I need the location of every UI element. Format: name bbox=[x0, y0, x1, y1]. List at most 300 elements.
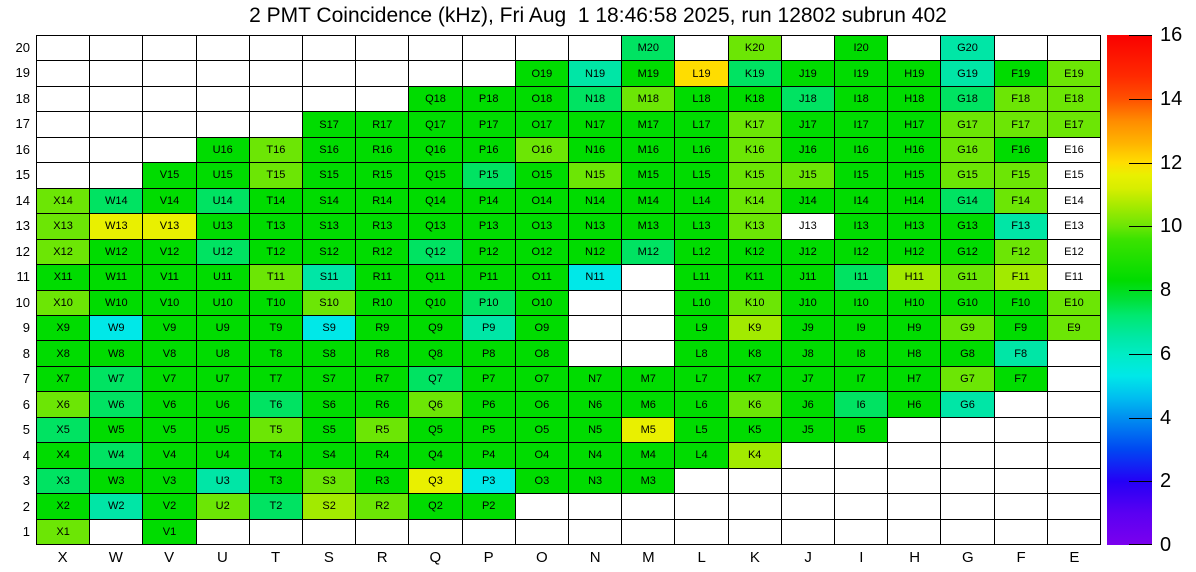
row-axis-label: 9 bbox=[22, 320, 30, 336]
heatmap-cell: N17 bbox=[569, 112, 621, 136]
col-axis-label: F bbox=[1016, 549, 1026, 566]
heatmap-cell bbox=[1048, 418, 1100, 442]
row-axis-label: 18 bbox=[15, 90, 30, 106]
heatmap-cell: F9 bbox=[995, 316, 1047, 340]
row-axis-label: 1 bbox=[22, 524, 30, 540]
heatmap-cell: W8 bbox=[90, 341, 142, 365]
colorbar-tick-label: 14 bbox=[1160, 87, 1183, 110]
heatmap-cell: F12 bbox=[995, 240, 1047, 264]
heatmap-cell bbox=[782, 469, 834, 493]
heatmap-cell bbox=[569, 520, 621, 544]
col-axis-label: J bbox=[804, 549, 812, 566]
heatmap-cell: R10 bbox=[356, 291, 408, 315]
heatmap-cell: I13 bbox=[835, 214, 887, 238]
heatmap-cell: Q3 bbox=[409, 469, 461, 493]
heatmap-cell: R6 bbox=[356, 392, 408, 416]
heatmap-cell bbox=[90, 36, 142, 60]
heatmap-cell: J15 bbox=[782, 163, 834, 187]
heatmap-cell: O6 bbox=[516, 392, 568, 416]
row-axis-label: 19 bbox=[15, 65, 30, 81]
heatmap-cell: E12 bbox=[1048, 240, 1100, 264]
heatmap-cell bbox=[356, 87, 408, 111]
colorbar-tick bbox=[1129, 163, 1152, 164]
heatmap-cell: R3 bbox=[356, 469, 408, 493]
heatmap-cell: P10 bbox=[463, 291, 515, 315]
heatmap-cell: K17 bbox=[729, 112, 781, 136]
heatmap-cell bbox=[143, 112, 195, 136]
heatmap-cell: I20 bbox=[835, 36, 887, 60]
heatmap-cell: M5 bbox=[622, 418, 674, 442]
heatmap-cell bbox=[303, 87, 355, 111]
heatmap-cell bbox=[197, 520, 249, 544]
heatmap-cell: U12 bbox=[197, 240, 249, 264]
heatmap-cell bbox=[1048, 443, 1100, 467]
heatmap-cell: X2 bbox=[37, 494, 89, 518]
heatmap-cell: E17 bbox=[1048, 112, 1100, 136]
heatmap-cell: F17 bbox=[995, 112, 1047, 136]
heatmap-cell: J18 bbox=[782, 87, 834, 111]
heatmap-cell: U14 bbox=[197, 189, 249, 213]
heatmap-cell bbox=[941, 520, 993, 544]
heatmap-cell: H19 bbox=[888, 61, 940, 85]
col-axis-label: O bbox=[536, 549, 548, 566]
heatmap-cell: K10 bbox=[729, 291, 781, 315]
heatmap-cell: H16 bbox=[888, 138, 940, 162]
heatmap-cell: I6 bbox=[835, 392, 887, 416]
heatmap-cell: L14 bbox=[675, 189, 727, 213]
heatmap-cell: T7 bbox=[250, 367, 302, 391]
heatmap-cell: W5 bbox=[90, 418, 142, 442]
heatmap-cell: L15 bbox=[675, 163, 727, 187]
heatmap-cell: E18 bbox=[1048, 87, 1100, 111]
heatmap-cell: K5 bbox=[729, 418, 781, 442]
heatmap-cell: S17 bbox=[303, 112, 355, 136]
heatmap-cell: S16 bbox=[303, 138, 355, 162]
col-axis-label: N bbox=[589, 549, 601, 566]
col-axis-label: W bbox=[108, 549, 123, 566]
heatmap-cell: P13 bbox=[463, 214, 515, 238]
heatmap-cell: K14 bbox=[729, 189, 781, 213]
heatmap-cell bbox=[250, 36, 302, 60]
heatmap-cell: N14 bbox=[569, 189, 621, 213]
heatmap-cell: J6 bbox=[782, 392, 834, 416]
heatmap-cell: T13 bbox=[250, 214, 302, 238]
heatmap-cell: M19 bbox=[622, 61, 674, 85]
heatmap-cell: E11 bbox=[1048, 265, 1100, 289]
heatmap-cell bbox=[729, 520, 781, 544]
heatmap-cell: L16 bbox=[675, 138, 727, 162]
heatmap-cell: E14 bbox=[1048, 189, 1100, 213]
colorbar-tick bbox=[1129, 418, 1152, 419]
heatmap-cell: N12 bbox=[569, 240, 621, 264]
heatmap-cell: N7 bbox=[569, 367, 621, 391]
heatmap-cell bbox=[622, 520, 674, 544]
heatmap-cell bbox=[197, 112, 249, 136]
heatmap-cell: S11 bbox=[303, 265, 355, 289]
heatmap-cell: E16 bbox=[1048, 138, 1100, 162]
heatmap-cell: Q16 bbox=[409, 138, 461, 162]
heatmap-cell: G20 bbox=[941, 36, 993, 60]
row-axis-label: 14 bbox=[15, 192, 30, 208]
heatmap-cell: G11 bbox=[941, 265, 993, 289]
heatmap-cell bbox=[569, 291, 621, 315]
heatmap-cell: J16 bbox=[782, 138, 834, 162]
heatmap-cell: R11 bbox=[356, 265, 408, 289]
heatmap-cell: M14 bbox=[622, 189, 674, 213]
heatmap-cell: O17 bbox=[516, 112, 568, 136]
heatmap-cell: W7 bbox=[90, 367, 142, 391]
heatmap-cell bbox=[250, 87, 302, 111]
heatmap-cell: P5 bbox=[463, 418, 515, 442]
heatmap-cell: K4 bbox=[729, 443, 781, 467]
heatmap-cell: H15 bbox=[888, 163, 940, 187]
heatmap-cell bbox=[197, 87, 249, 111]
heatmap-cell: F11 bbox=[995, 265, 1047, 289]
heatmap-cell: T11 bbox=[250, 265, 302, 289]
heatmap-cell: K9 bbox=[729, 316, 781, 340]
heatmap-cell bbox=[835, 469, 887, 493]
heatmap-cell: K16 bbox=[729, 138, 781, 162]
heatmap-cell bbox=[569, 494, 621, 518]
heatmap-cell: K13 bbox=[729, 214, 781, 238]
heatmap-cell: L10 bbox=[675, 291, 727, 315]
colorbar-tick-label: 10 bbox=[1160, 215, 1183, 238]
heatmap-cell: J19 bbox=[782, 61, 834, 85]
heatmap-cell bbox=[356, 520, 408, 544]
heatmap-cell: N5 bbox=[569, 418, 621, 442]
heatmap-cell: O12 bbox=[516, 240, 568, 264]
heatmap-cell: J7 bbox=[782, 367, 834, 391]
heatmap-cell: G15 bbox=[941, 163, 993, 187]
heatmap-cell: Q12 bbox=[409, 240, 461, 264]
heatmap-cell: H11 bbox=[888, 265, 940, 289]
col-axis-label: H bbox=[909, 549, 921, 566]
colorbar-tick bbox=[1129, 99, 1152, 100]
heatmap-cell: N4 bbox=[569, 443, 621, 467]
heatmap-cell: X4 bbox=[37, 443, 89, 467]
heatmap-cell: V3 bbox=[143, 469, 195, 493]
heatmap-cell bbox=[516, 36, 568, 60]
heatmap-cell: J14 bbox=[782, 189, 834, 213]
heatmap-cell: T2 bbox=[250, 494, 302, 518]
heatmap-cell: P12 bbox=[463, 240, 515, 264]
heatmap-cell: Q7 bbox=[409, 367, 461, 391]
heatmap-cell: O3 bbox=[516, 469, 568, 493]
row-axis-label: 16 bbox=[15, 141, 30, 157]
heatmap-cell: K15 bbox=[729, 163, 781, 187]
heatmap-cell bbox=[516, 494, 568, 518]
heatmap-cell bbox=[941, 443, 993, 467]
heatmap-cell: S5 bbox=[303, 418, 355, 442]
heatmap-cell: S12 bbox=[303, 240, 355, 264]
heatmap-cell: T9 bbox=[250, 316, 302, 340]
row-axis-label: 17 bbox=[15, 116, 30, 132]
heatmap-cell: N18 bbox=[569, 87, 621, 111]
heatmap-cell: X7 bbox=[37, 367, 89, 391]
heatmap-cell: N13 bbox=[569, 214, 621, 238]
heatmap-cell: V14 bbox=[143, 189, 195, 213]
heatmap-cell: T6 bbox=[250, 392, 302, 416]
heatmap-cell: I19 bbox=[835, 61, 887, 85]
heatmap-cell: T16 bbox=[250, 138, 302, 162]
heatmap-cell: W11 bbox=[90, 265, 142, 289]
heatmap-cell: V9 bbox=[143, 316, 195, 340]
heatmap-cell bbox=[888, 418, 940, 442]
heatmap-cell: H17 bbox=[888, 112, 940, 136]
heatmap-cell: R13 bbox=[356, 214, 408, 238]
heatmap-cell bbox=[995, 36, 1047, 60]
heatmap-cell bbox=[356, 61, 408, 85]
heatmap-cell bbox=[1048, 392, 1100, 416]
heatmap-cell bbox=[90, 138, 142, 162]
heatmap-cell: K12 bbox=[729, 240, 781, 264]
heatmap-cell: U9 bbox=[197, 316, 249, 340]
heatmap-cell: K7 bbox=[729, 367, 781, 391]
heatmap-cell: L9 bbox=[675, 316, 727, 340]
heatmap-cell: R2 bbox=[356, 494, 408, 518]
heatmap-cell: X12 bbox=[37, 240, 89, 264]
heatmap-cell: F13 bbox=[995, 214, 1047, 238]
heatmap-cell: X1 bbox=[37, 520, 89, 544]
heatmap-cell bbox=[303, 61, 355, 85]
heatmap-cell: N6 bbox=[569, 392, 621, 416]
heatmap-cell: O8 bbox=[516, 341, 568, 365]
row-axis-label: 10 bbox=[15, 294, 30, 310]
heatmap-cell bbox=[995, 418, 1047, 442]
heatmap-cell bbox=[1048, 36, 1100, 60]
heatmap-cell: O13 bbox=[516, 214, 568, 238]
col-axis-label: P bbox=[483, 549, 494, 566]
col-axis-label: Q bbox=[429, 549, 442, 566]
heatmap-cell bbox=[409, 61, 461, 85]
heatmap-cell: X10 bbox=[37, 291, 89, 315]
heatmap-cell: J13 bbox=[782, 214, 834, 238]
heatmap-cell: I17 bbox=[835, 112, 887, 136]
heatmap-cell: X11 bbox=[37, 265, 89, 289]
heatmap-cell: J12 bbox=[782, 240, 834, 264]
heatmap-cell bbox=[463, 36, 515, 60]
heatmap-cell bbox=[569, 316, 621, 340]
heatmap-cell: X14 bbox=[37, 189, 89, 213]
heatmap-cell: L5 bbox=[675, 418, 727, 442]
heatmap-cell: O11 bbox=[516, 265, 568, 289]
heatmap-cell: J10 bbox=[782, 291, 834, 315]
heatmap-cell bbox=[143, 138, 195, 162]
heatmap-cell: P2 bbox=[463, 494, 515, 518]
heatmap-cell: S3 bbox=[303, 469, 355, 493]
heatmap-cell bbox=[888, 443, 940, 467]
col-axis-label: E bbox=[1069, 549, 1080, 566]
heatmap-cell: P17 bbox=[463, 112, 515, 136]
heatmap-cell: V7 bbox=[143, 367, 195, 391]
heatmap-cell: H13 bbox=[888, 214, 940, 238]
heatmap-cell: H8 bbox=[888, 341, 940, 365]
heatmap-cell: V8 bbox=[143, 341, 195, 365]
page-title: 2 PMT Coincidence (kHz), Fri Aug 1 18:46:58 2025, run 12802 subrun 402 bbox=[249, 4, 947, 27]
heatmap-cell: M12 bbox=[622, 240, 674, 264]
heatmap-cell bbox=[675, 469, 727, 493]
heatmap-cell: N19 bbox=[569, 61, 621, 85]
heatmap-cell: Q2 bbox=[409, 494, 461, 518]
heatmap-cell bbox=[622, 291, 674, 315]
heatmap-cell: V2 bbox=[143, 494, 195, 518]
colorbar-tick bbox=[1129, 481, 1152, 482]
colorbar-tick-label: 4 bbox=[1160, 406, 1172, 429]
heatmap-cell: U5 bbox=[197, 418, 249, 442]
heatmap-cell: I16 bbox=[835, 138, 887, 162]
heatmap-cell: W12 bbox=[90, 240, 142, 264]
heatmap-cell bbox=[995, 392, 1047, 416]
heatmap-cell: K8 bbox=[729, 341, 781, 365]
heatmap-cell bbox=[37, 36, 89, 60]
heatmap-cell: K20 bbox=[729, 36, 781, 60]
heatmap-cell: P7 bbox=[463, 367, 515, 391]
heatmap-cell: P4 bbox=[463, 443, 515, 467]
heatmap-cell: O7 bbox=[516, 367, 568, 391]
heatmap-cell: O18 bbox=[516, 87, 568, 111]
heatmap-cell: F16 bbox=[995, 138, 1047, 162]
coincidence-heatmap-grid bbox=[36, 35, 1101, 545]
heatmap-cell: S8 bbox=[303, 341, 355, 365]
heatmap-cell bbox=[995, 443, 1047, 467]
col-axis-label: U bbox=[216, 549, 228, 566]
heatmap-cell: F15 bbox=[995, 163, 1047, 187]
heatmap-cell: N15 bbox=[569, 163, 621, 187]
heatmap-cell bbox=[569, 36, 621, 60]
heatmap-cell: U13 bbox=[197, 214, 249, 238]
heatmap-cell: S14 bbox=[303, 189, 355, 213]
heatmap-cell: J17 bbox=[782, 112, 834, 136]
colorbar-tick-label: 0 bbox=[1160, 534, 1172, 556]
heatmap-cell: T14 bbox=[250, 189, 302, 213]
heatmap-cell: G16 bbox=[941, 138, 993, 162]
heatmap-cell: I9 bbox=[835, 316, 887, 340]
heatmap-cell: U8 bbox=[197, 341, 249, 365]
heatmap-cell: N11 bbox=[569, 265, 621, 289]
heatmap-cell: U15 bbox=[197, 163, 249, 187]
heatmap-cell: M7 bbox=[622, 367, 674, 391]
heatmap-cell: Q18 bbox=[409, 87, 461, 111]
heatmap-cell: M20 bbox=[622, 36, 674, 60]
heatmap-cell bbox=[888, 469, 940, 493]
heatmap-cell: K11 bbox=[729, 265, 781, 289]
heatmap-cell: M18 bbox=[622, 87, 674, 111]
heatmap-cell: R7 bbox=[356, 367, 408, 391]
heatmap-cell bbox=[888, 494, 940, 518]
colorbar-tick-label: 2 bbox=[1160, 470, 1172, 493]
heatmap-cell bbox=[835, 520, 887, 544]
heatmap-cell: O14 bbox=[516, 189, 568, 213]
heatmap-cell: M4 bbox=[622, 443, 674, 467]
heatmap-cell: Q17 bbox=[409, 112, 461, 136]
heatmap-cell bbox=[197, 36, 249, 60]
heatmap-cell: Q5 bbox=[409, 418, 461, 442]
heatmap-cell: S2 bbox=[303, 494, 355, 518]
heatmap-cell bbox=[37, 112, 89, 136]
col-axis-label: R bbox=[376, 549, 388, 566]
heatmap-cell bbox=[90, 520, 142, 544]
heatmap-cell bbox=[675, 520, 727, 544]
heatmap-cell: W6 bbox=[90, 392, 142, 416]
heatmap-cell bbox=[90, 112, 142, 136]
heatmap-cell bbox=[569, 341, 621, 365]
heatmap-cell: M3 bbox=[622, 469, 674, 493]
heatmap-cell bbox=[250, 61, 302, 85]
heatmap-cell: H6 bbox=[888, 392, 940, 416]
heatmap-cell: R8 bbox=[356, 341, 408, 365]
heatmap-cell: M17 bbox=[622, 112, 674, 136]
row-axis-label: 5 bbox=[22, 422, 30, 438]
heatmap-cell: E13 bbox=[1048, 214, 1100, 238]
heatmap-cell bbox=[1048, 367, 1100, 391]
heatmap-cell bbox=[835, 494, 887, 518]
colorbar-tick bbox=[1129, 226, 1152, 227]
heatmap-cell: I14 bbox=[835, 189, 887, 213]
heatmap-cell: V15 bbox=[143, 163, 195, 187]
heatmap-cell: R4 bbox=[356, 443, 408, 467]
heatmap-cell: E10 bbox=[1048, 291, 1100, 315]
heatmap-cell: I18 bbox=[835, 87, 887, 111]
heatmap-cell: O5 bbox=[516, 418, 568, 442]
col-axis-label: X bbox=[57, 549, 68, 566]
heatmap-cell: T5 bbox=[250, 418, 302, 442]
col-axis-label: I bbox=[859, 549, 864, 566]
heatmap-cell: F14 bbox=[995, 189, 1047, 213]
heatmap-cell: H18 bbox=[888, 87, 940, 111]
heatmap-cell: H14 bbox=[888, 189, 940, 213]
heatmap-cell: E15 bbox=[1048, 163, 1100, 187]
heatmap-cell: T15 bbox=[250, 163, 302, 187]
heatmap-cell: Q4 bbox=[409, 443, 461, 467]
col-axis-label: L bbox=[697, 549, 706, 566]
heatmap-cell: P14 bbox=[463, 189, 515, 213]
heatmap-cell bbox=[995, 520, 1047, 544]
heatmap-cell: I11 bbox=[835, 265, 887, 289]
heatmap-cell: O16 bbox=[516, 138, 568, 162]
heatmap-cell bbox=[622, 316, 674, 340]
heatmap-cell: P8 bbox=[463, 341, 515, 365]
heatmap-cell: J11 bbox=[782, 265, 834, 289]
heatmap-cell: U11 bbox=[197, 265, 249, 289]
heatmap-cell: P11 bbox=[463, 265, 515, 289]
col-axis-label: G bbox=[962, 549, 974, 566]
heatmap-cell: U4 bbox=[197, 443, 249, 467]
heatmap-cell bbox=[197, 61, 249, 85]
heatmap-cell: I5 bbox=[835, 418, 887, 442]
heatmap-cell: G6 bbox=[941, 392, 993, 416]
heatmap-cell: X8 bbox=[37, 341, 89, 365]
heatmap-cell: H7 bbox=[888, 367, 940, 391]
heatmap-cell bbox=[303, 36, 355, 60]
heatmap-cell bbox=[941, 494, 993, 518]
heatmap-cell: J5 bbox=[782, 418, 834, 442]
heatmap-cell bbox=[143, 87, 195, 111]
heatmap-cell: O9 bbox=[516, 316, 568, 340]
row-axis-label: 3 bbox=[22, 473, 30, 489]
heatmap-cell: O4 bbox=[516, 443, 568, 467]
heatmap-cell: R9 bbox=[356, 316, 408, 340]
heatmap-cell bbox=[90, 163, 142, 187]
heatmap-cell: P15 bbox=[463, 163, 515, 187]
heatmap-cell: F19 bbox=[995, 61, 1047, 85]
heatmap-cell: P6 bbox=[463, 392, 515, 416]
heatmap-cell: K6 bbox=[729, 392, 781, 416]
heatmap-cell: N3 bbox=[569, 469, 621, 493]
heatmap-cell bbox=[835, 443, 887, 467]
heatmap-cell: L19 bbox=[675, 61, 727, 85]
heatmap-cell: M13 bbox=[622, 214, 674, 238]
heatmap-cell bbox=[37, 87, 89, 111]
